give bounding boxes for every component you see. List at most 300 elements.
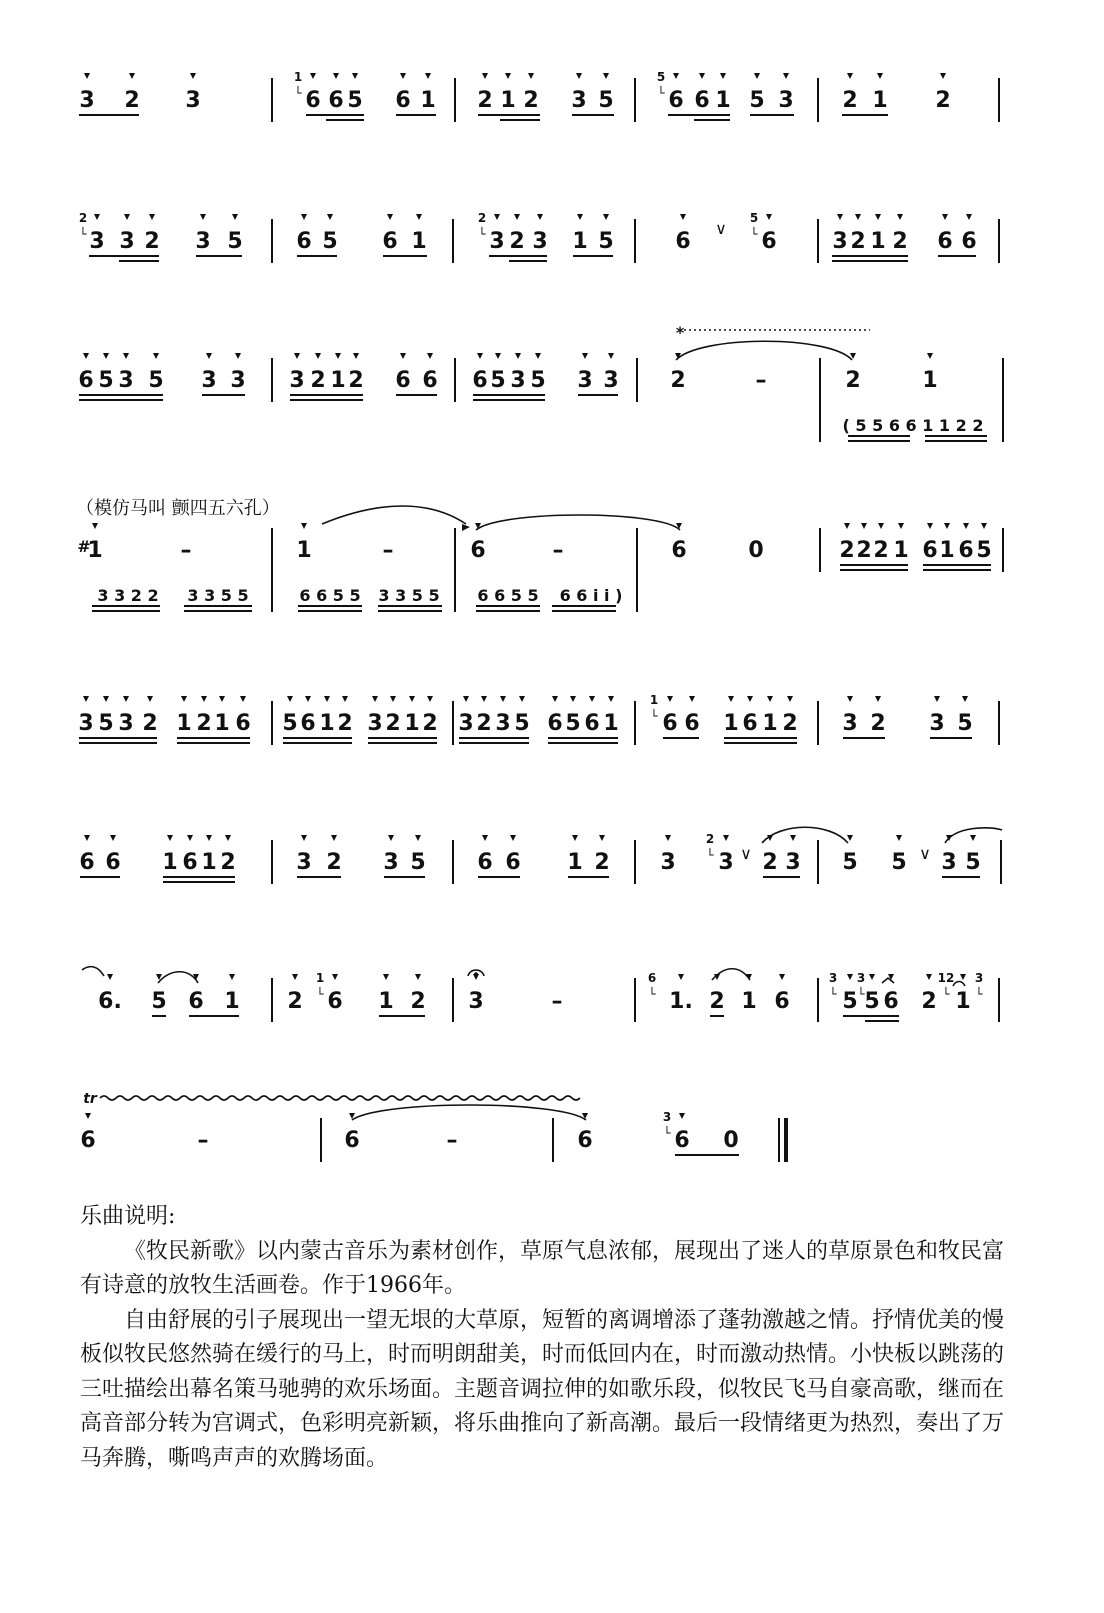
jianpu-note: 1 <box>741 989 757 1014</box>
staccato-mark <box>103 696 109 702</box>
jianpu-note: 1 <box>87 538 103 563</box>
staccato-mark <box>383 974 389 980</box>
staccato-mark <box>966 214 972 220</box>
grace-note: 6 <box>647 971 657 985</box>
jianpu-note: 6 <box>470 538 486 563</box>
staccato-mark <box>877 73 883 79</box>
staccato-mark <box>229 974 235 980</box>
staccato-mark <box>934 696 940 702</box>
staccato-mark <box>353 353 359 359</box>
grace-hook: └ <box>648 987 656 1001</box>
description-paragraph: 自由舒展的引子展现出一望无垠的大草原，短暂的离调增添了蓬勃激越之情。抒情优美的慢板似牧民悠然骑在缓行的马上，时而明朗甜美，时而低回内在，时而激动热情。小快板以跳荡的三吐描绘出幕名策马驰骋的欢乐场面。主题音调拉伸的如歌乐段，似牧民飞马自豪高歌，继而在高音部分转为宫调式，色彩明亮新颖，将乐曲推向了新高潮。最后一段情绪更为热烈，奏出了万马奔腾，嘶鸣声声的欢腾场面。 <box>80 1307 1005 1471</box>
jianpu-note: 5 <box>891 850 907 875</box>
jianpu-note: 5 <box>98 711 114 736</box>
jianpu-note: 1 <box>224 989 240 1014</box>
staccato-mark <box>680 214 686 220</box>
jianpu-note: 6 <box>344 1128 360 1153</box>
grace-hook: └ <box>657 86 665 100</box>
grace-note: 1 <box>649 693 659 707</box>
staccato-mark <box>850 353 856 359</box>
grace-hook: └ <box>857 987 865 1001</box>
staccato-mark <box>510 835 516 841</box>
staccato-mark <box>960 974 966 980</box>
sharp-sign: # <box>77 537 91 556</box>
breath-mark: ∨ <box>740 844 752 863</box>
staccato-mark <box>427 353 433 359</box>
staccato-mark <box>349 1113 355 1119</box>
staccato-mark <box>896 835 902 841</box>
staccato-mark <box>475 523 481 529</box>
jianpu-note: 1 <box>296 538 312 563</box>
staccato-mark <box>390 696 396 702</box>
staccato-mark <box>110 835 116 841</box>
staccato-mark <box>720 73 726 79</box>
jianpu-note: 1 <box>567 850 583 875</box>
staccato-mark <box>287 696 293 702</box>
staccato-mark <box>84 835 90 841</box>
grace-hook: └ <box>663 1126 671 1140</box>
staccato-mark <box>327 214 333 220</box>
accompaniment-note-group: 6 6 5 5 <box>477 586 539 605</box>
grace-note: 3 <box>662 1110 672 1124</box>
grace-note: 1 <box>293 70 303 84</box>
jianpu-note: 6 <box>182 850 198 875</box>
jianpu-note: – <box>552 538 564 563</box>
staccato-mark <box>847 696 853 702</box>
jianpu-note: 2 <box>196 711 212 736</box>
staccato-mark <box>535 353 541 359</box>
jianpu-note: 1 <box>870 229 886 254</box>
staccato-mark <box>847 835 853 841</box>
jianpu-note: 3 <box>785 850 801 875</box>
accompaniment-note-group: 3 3 5 5 <box>378 586 440 605</box>
jianpu-note: 5 <box>565 711 581 736</box>
staccato-mark <box>123 353 129 359</box>
jianpu-note: 6 <box>937 229 953 254</box>
staccato-mark <box>187 835 193 841</box>
staccato-mark <box>847 73 853 79</box>
jianpu-note: 1 <box>715 88 731 113</box>
jianpu-note: 6 <box>961 229 977 254</box>
jianpu-note: 2 <box>509 229 525 254</box>
staccato-mark <box>107 974 113 980</box>
breath-mark: ∨ <box>715 219 727 238</box>
jianpu-note: 6 <box>328 88 344 113</box>
jianpu-note: 2 <box>670 368 686 393</box>
staccato-mark <box>608 696 614 702</box>
jianpu-note: 5 <box>957 711 973 736</box>
grace-note: 12 <box>937 971 955 985</box>
jianpu-note: 2 <box>348 368 364 393</box>
staccato-mark <box>746 974 752 980</box>
grace-hook: └ <box>706 848 714 862</box>
jianpu-note: 6 <box>327 989 343 1014</box>
staccato-mark <box>342 696 348 702</box>
jianpu-note: 5 <box>530 368 546 393</box>
grace-hook: └ <box>478 227 486 241</box>
jianpu-note: 1 <box>922 368 938 393</box>
jianpu-note: 1 <box>404 711 420 736</box>
staccato-mark <box>665 835 671 841</box>
jianpu-note: 2 <box>873 538 889 563</box>
jianpu-note: 5 <box>98 368 114 393</box>
jianpu-note: 1 <box>603 711 619 736</box>
jianpu-note: 3 <box>532 229 548 254</box>
staccato-mark <box>570 696 576 702</box>
staccato-mark <box>714 974 720 980</box>
staccato-mark <box>926 974 932 980</box>
staccato-mark <box>206 835 212 841</box>
jianpu-note: 6 <box>774 989 790 1014</box>
staccato-mark <box>481 696 487 702</box>
staccato-mark <box>225 835 231 841</box>
staccato-mark <box>589 696 595 702</box>
jianpu-note: 6 <box>296 229 312 254</box>
staccato-mark <box>235 353 241 359</box>
jianpu-note: 2 <box>220 850 236 875</box>
jianpu-note: 1. <box>669 989 693 1014</box>
jianpu-note: 3 <box>296 850 312 875</box>
jianpu-note: 1 <box>872 88 888 113</box>
staccato-mark <box>927 523 933 529</box>
jianpu-note: 5 <box>490 368 506 393</box>
jianpu-note: 6 <box>668 88 684 113</box>
staccato-mark <box>147 696 153 702</box>
jianpu-note: 6 <box>477 850 493 875</box>
staccato-mark <box>505 73 511 79</box>
jianpu-note: 3 <box>89 229 105 254</box>
staccato-mark <box>875 696 881 702</box>
jianpu-note: – <box>755 368 767 393</box>
jianpu-note: 6 <box>382 229 398 254</box>
staccato-mark <box>153 353 159 359</box>
jianpu-note: 2 <box>856 538 872 563</box>
jianpu-note: 2 <box>709 989 725 1014</box>
jianpu-note: 6 <box>79 850 95 875</box>
jianpu-note: – <box>197 1128 209 1153</box>
jianpu-note: 5 <box>148 368 164 393</box>
jianpu-note: 6 <box>422 368 438 393</box>
jianpu-note: 2 <box>839 538 855 563</box>
staccato-mark <box>156 974 162 980</box>
staccato-mark <box>944 523 950 529</box>
staccato-mark <box>779 974 785 980</box>
staccato-mark <box>333 73 339 79</box>
staccato-mark <box>675 353 681 359</box>
jianpu-note: 5 <box>749 88 765 113</box>
jianpu-note: 1 <box>214 711 230 736</box>
jianpu-note: 3 <box>119 229 135 254</box>
staccato-mark <box>515 353 521 359</box>
jianpu-note: 3 <box>832 229 848 254</box>
jianpu-note: 3 <box>603 368 619 393</box>
jianpu-note: 5 <box>514 711 530 736</box>
jianpu-note: 6 <box>671 538 687 563</box>
staccato-mark <box>837 214 843 220</box>
jianpu-note: 0 <box>723 1128 739 1153</box>
jianpu-note: 5 <box>864 989 880 1014</box>
jianpu-note: 6 <box>684 711 700 736</box>
grace-hook: └ <box>942 987 950 1001</box>
jianpu-note: – <box>180 538 192 563</box>
staccato-mark <box>201 696 207 702</box>
jianpu-note: 5 <box>227 229 243 254</box>
jianpu-note: 1 <box>762 711 778 736</box>
staccato-mark <box>84 73 90 79</box>
grace-note: 3 <box>974 971 984 985</box>
grace-note: 2 <box>705 832 715 846</box>
staccato-mark <box>301 214 307 220</box>
jianpu-note: 2 <box>782 711 798 736</box>
jianpu-note: 6 <box>78 368 94 393</box>
jianpu-note: 6 <box>305 88 321 113</box>
staccato-mark <box>728 696 734 702</box>
staccato-mark <box>83 353 89 359</box>
jianpu-note: 2 <box>845 368 861 393</box>
jianpu-note: 1 <box>162 850 178 875</box>
description-paragraph: 《牧民新歌》以内蒙古音乐为素材创作，草原气息浓郁，展现出了迷人的草原景色和牧民富有诗意的放牧生活画卷。作于1966年。 <box>80 1238 1005 1298</box>
jianpu-note: 5 <box>598 229 614 254</box>
staccato-mark <box>494 214 500 220</box>
staccato-mark <box>388 835 394 841</box>
staccato-mark <box>847 974 853 980</box>
staccato-mark <box>603 214 609 220</box>
jianpu-note: 2 <box>144 229 160 254</box>
jianpu-note: 5 <box>151 989 167 1014</box>
staccato-mark <box>240 696 246 702</box>
piece-description <box>80 1200 1010 1476</box>
jianpu-note: 6 <box>577 1128 593 1153</box>
staccato-mark <box>608 353 614 359</box>
staccato-mark <box>767 835 773 841</box>
jianpu-note: 3 <box>489 229 505 254</box>
jianpu-note: 2 <box>287 989 303 1014</box>
jianpu-note: 6 <box>395 368 411 393</box>
jianpu-note: 6 <box>505 850 521 875</box>
jianpu-note: 3 <box>289 368 305 393</box>
staccato-mark <box>352 73 358 79</box>
jianpu-note: 1 <box>500 88 516 113</box>
staccato-mark <box>676 523 682 529</box>
staccato-mark <box>400 73 406 79</box>
staccato-mark <box>181 696 187 702</box>
jianpu-note: 5 <box>842 850 858 875</box>
jianpu-note: 2 <box>892 229 908 254</box>
staccato-mark <box>582 1113 588 1119</box>
staccato-mark <box>416 214 422 220</box>
staccato-mark <box>310 73 316 79</box>
staccato-mark <box>946 835 952 841</box>
staccato-mark <box>888 974 894 980</box>
staccato-mark <box>500 696 506 702</box>
accompaniment-note-group: 6 6 5 5 <box>299 586 361 605</box>
jianpu-note: 6 <box>395 88 411 113</box>
staccato-mark <box>844 523 850 529</box>
staccato-mark <box>415 974 421 980</box>
jianpu-note: 2 <box>850 229 866 254</box>
jianpu-note: 5 <box>347 88 363 113</box>
jianpu-note: 2 <box>476 711 492 736</box>
staccato-mark <box>576 73 582 79</box>
staccato-mark <box>927 353 933 359</box>
staccato-mark <box>723 835 729 841</box>
staccato-mark <box>482 835 488 841</box>
jianpu-note: 1 <box>955 989 971 1014</box>
jianpu-note: 3 <box>230 368 246 393</box>
staccato-mark <box>92 523 98 529</box>
jianpu-note: 2 <box>842 88 858 113</box>
jianpu-note: – <box>551 989 563 1014</box>
staccato-mark <box>415 835 421 841</box>
jianpu-note: 3 <box>367 711 383 736</box>
staccato-mark <box>219 696 225 702</box>
jianpu-note: 2 <box>385 711 401 736</box>
jianpu-note: 3 <box>718 850 734 875</box>
jianpu-note: 5 <box>598 88 614 113</box>
jianpu-note: 6 <box>547 711 563 736</box>
staccato-mark <box>167 835 173 841</box>
grace-hook: └ <box>79 227 87 241</box>
accompaniment-note-group: 6 6 i i ) <box>559 586 623 605</box>
jianpu-note: 6 <box>300 711 316 736</box>
jianpu-note: 6 <box>80 1128 96 1153</box>
staccato-mark <box>897 214 903 220</box>
jianpu-note: 5 <box>282 711 298 736</box>
jianpu-note: 2 <box>921 989 937 1014</box>
grace-hook: └ <box>294 86 302 100</box>
jianpu-note: 6 <box>235 711 251 736</box>
staccato-mark <box>294 353 300 359</box>
jianpu-note: – <box>382 538 394 563</box>
staccato-mark <box>331 835 337 841</box>
staccato-mark <box>962 696 968 702</box>
jianpu-note: 5 <box>410 850 426 875</box>
staccato-mark <box>599 835 605 841</box>
jianpu-note: 3 <box>458 711 474 736</box>
staccato-mark <box>766 214 772 220</box>
staccato-mark <box>898 523 904 529</box>
jianpu-note: 1 <box>330 368 346 393</box>
staccato-mark <box>473 974 479 980</box>
jianpu-note: 2 <box>142 711 158 736</box>
jianpu-note: – <box>446 1128 458 1153</box>
grace-note: 3 <box>856 971 866 985</box>
staccato-mark <box>94 214 100 220</box>
grace-note: 3 <box>828 971 838 985</box>
staccato-mark <box>603 73 609 79</box>
jianpu-note: 1 <box>572 229 588 254</box>
jianpu-note: 1 <box>420 88 436 113</box>
accompaniment-note-group: 3 3 2 2 <box>97 586 159 605</box>
staccato-mark <box>855 214 861 220</box>
staccato-mark <box>482 73 488 79</box>
asterisk-mark: * <box>675 323 685 342</box>
staccato-mark <box>477 353 483 359</box>
staccato-mark <box>963 523 969 529</box>
staccato-mark <box>577 214 583 220</box>
staccato-mark <box>103 353 109 359</box>
jianpu-note: 2 <box>594 850 610 875</box>
jianpu-note: 3 <box>842 711 858 736</box>
staccato-mark <box>878 523 884 529</box>
staccato-mark <box>537 214 543 220</box>
jianpu-note: 5 <box>322 229 338 254</box>
jianpu-note: 6. <box>98 989 122 1014</box>
jianpu-note: 3 <box>118 711 134 736</box>
staccato-mark <box>981 523 987 529</box>
staccato-mark <box>940 73 946 79</box>
jianpu-note: 3 <box>929 711 945 736</box>
jianpu-note: 2 <box>935 88 951 113</box>
jianpu-note: 2 <box>310 368 326 393</box>
staccato-mark <box>767 696 773 702</box>
staccato-mark <box>124 214 130 220</box>
jianpu-note: 6 <box>694 88 710 113</box>
jianpu-note: 3 <box>660 850 676 875</box>
grace-note: 2 <box>477 211 487 225</box>
staccato-mark <box>678 974 684 980</box>
staccato-mark <box>869 974 875 980</box>
staccato-mark <box>335 353 341 359</box>
performance-annotation: （模仿马叫 颤四五六孔） <box>76 498 280 519</box>
staccato-mark <box>673 73 679 79</box>
jianpu-note: 6 <box>105 850 121 875</box>
staccato-mark <box>206 353 212 359</box>
staccato-mark <box>292 974 298 980</box>
staccato-mark <box>783 73 789 79</box>
staccato-mark <box>875 214 881 220</box>
staccato-mark <box>332 974 338 980</box>
jianpu-note: 6 <box>761 229 777 254</box>
staccato-mark <box>200 214 206 220</box>
grace-hook: └ <box>829 987 837 1001</box>
grace-hook: └ <box>650 709 658 723</box>
jianpu-note: 3 <box>510 368 526 393</box>
staccato-mark <box>193 974 199 980</box>
jianpu-note: 3 <box>185 88 201 113</box>
jianpu-note: 6 <box>922 538 938 563</box>
jianpu-note: 1 <box>319 711 335 736</box>
staccato-mark <box>324 696 330 702</box>
grace-note: 5 <box>656 70 666 84</box>
jianpu-note: 1 <box>939 538 955 563</box>
staccato-mark <box>552 696 558 702</box>
staccato-mark <box>679 1113 685 1119</box>
jianpu-note: 2 <box>337 711 353 736</box>
jianpu-note: 2 <box>477 88 493 113</box>
staccato-mark <box>149 214 155 220</box>
staccato-mark <box>315 353 321 359</box>
staccato-mark <box>372 696 378 702</box>
trill-mark: tr <box>83 1091 97 1107</box>
staccato-mark <box>301 523 307 529</box>
jianpu-note: 2 <box>124 88 140 113</box>
jianpu-note: 3 <box>577 368 593 393</box>
accompaniment-note-group: 3 3 5 5 <box>187 586 249 605</box>
staccato-mark <box>387 214 393 220</box>
staccato-mark <box>787 696 793 702</box>
staccato-mark <box>83 696 89 702</box>
jianpu-note: 5 <box>842 989 858 1014</box>
jianpu-note: 3 <box>941 850 957 875</box>
staccato-mark <box>305 696 311 702</box>
jianpu-note: 6 <box>883 989 899 1014</box>
staccato-mark <box>790 835 796 841</box>
description-heading: 乐曲说明: <box>80 1204 176 1229</box>
jianpu-note: 6 <box>674 1128 690 1153</box>
staccato-mark <box>970 835 976 841</box>
jianpu-note: 1 <box>723 711 739 736</box>
